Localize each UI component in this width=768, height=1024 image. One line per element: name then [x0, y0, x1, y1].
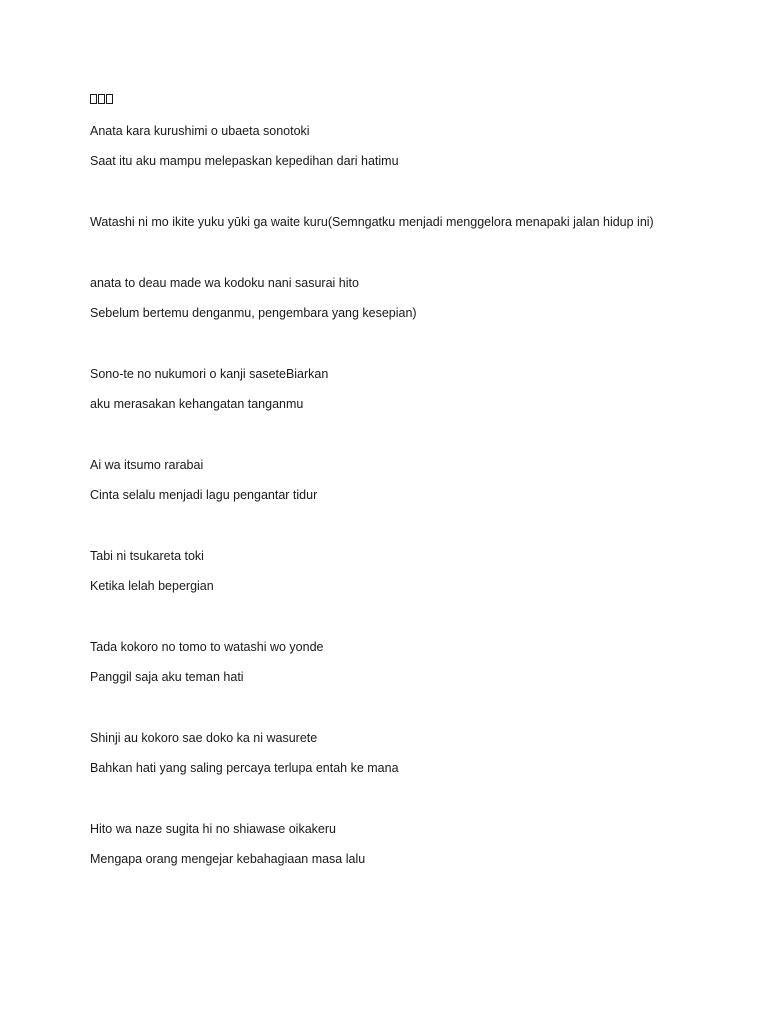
lyric-line: Sono-te no nukumori o kanji saseteBiarkan: [90, 367, 329, 381]
translation-line: Bahkan hati yang saling percaya terlupa entah ke mana: [90, 761, 399, 775]
translation-line: Cinta selalu menjadi lagu pengantar tidur: [90, 488, 318, 502]
lyric-line: Anata kara kurushimi o ubaeta sonotoki: [90, 124, 310, 138]
translation-line: Sebelum bertemu denganmu, pengembara yang kesepian): [90, 306, 417, 320]
translation-line: Mengapa orang mengejar kebahagiaan masa lalu: [90, 852, 366, 866]
lyric-line: Tabi ni tsukareta toki: [90, 549, 204, 563]
lyric-line: Watashi ni mo ikite yuku yūki ga waite kuru(Semngatku menjadi menggelora menapaki jalan hidup ini): [90, 215, 654, 229]
translation-line: aku merasakan kehangatan tanganmu: [90, 397, 304, 411]
missing-glyph-icon: [98, 94, 105, 104]
document-title: [90, 94, 113, 104]
lyric-line: anata to deau made wa kodoku nani sasurai hito: [90, 276, 359, 290]
lyric-line: Tada kokoro no tomo to watashi wo yonde: [90, 640, 324, 654]
missing-glyph-icon: [90, 94, 97, 104]
lyric-line: Shinji au kokoro sae doko ka ni wasurete: [90, 731, 318, 745]
lyric-line: Hito wa naze sugita hi no shiawase oikakeru: [90, 822, 336, 836]
translation-line: Saat itu aku mampu melepaskan kepedihan dari hatimu: [90, 154, 399, 168]
translation-line: Panggil saja aku teman hati: [90, 670, 244, 684]
translation-line: Ketika lelah bepergian: [90, 579, 214, 593]
missing-glyph-icon: [106, 94, 113, 104]
lyric-line: Ai wa itsumo rarabai: [90, 458, 204, 472]
